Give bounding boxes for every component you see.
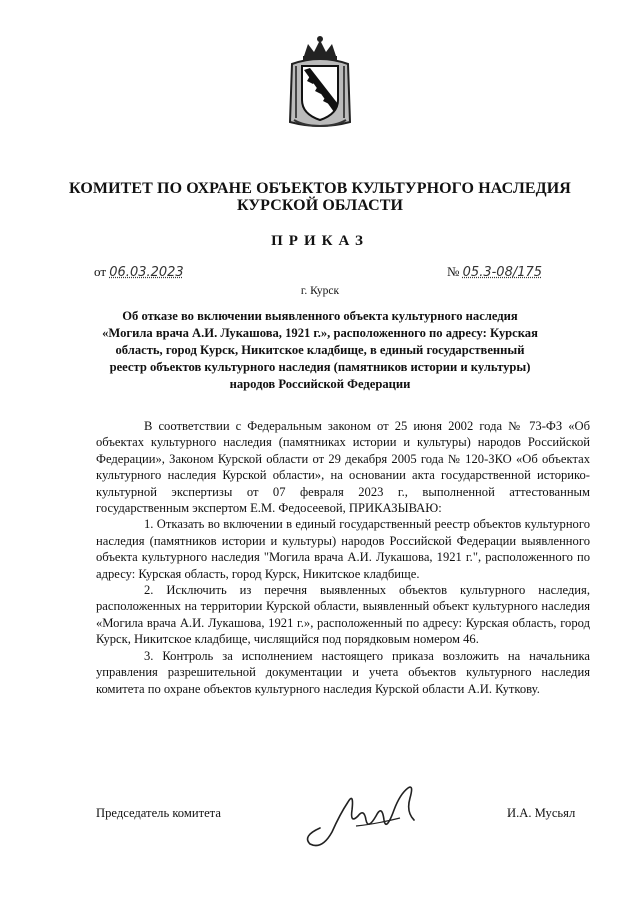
organization-region: КУРСКОЙ ОБЛАСТИ: [236, 197, 404, 214]
organization-name: КОМИТЕТ ПО ОХРАНЕ ОБЪЕКТОВ КУЛЬТУРНОГО НАСЛЕДИЯ: [69, 180, 571, 197]
number-value: 05.3-08/175: [462, 265, 543, 280]
document-date: [94, 264, 184, 280]
document-city: г. Курск: [300, 285, 340, 297]
coat-of-arms-icon: [284, 34, 356, 130]
date-value: 06.03.2023: [109, 265, 184, 280]
order-item-2: 2. Исключить из перечня выявленных объектов культурного наследия, расположенных на территории Курской области, выявленный объект культурного наследия «Могила врача А.И. Лукашова, 1921 г.», расположенный по адресу: Курская область, город Курск, Никитское кладбище, числящийся под порядковым номером 46.: [96, 583, 590, 647]
signature-image: [296, 780, 436, 850]
order-item-1: 1. Отказать во включении в единый государственный реестр объектов культурного наследия (памятников истории и культуры) народов Российской Федерации выявленного объекта культурного наследия "Могила врача А.И. Лукашова, 1921 г.", расположенного по адресу: Курская область, город Курск, Никитское кладбище.: [96, 517, 590, 581]
document-title: Об отказе во включении выявленного объекта культурного наследия «Могила врача А.И. Лукашова, 1921 г.», расположенного по адресу: Курская область, город Курск, Никитское кладбище, в единый государственный реестр объектов культурного наследия (памятников истории и культуры) народов Российской Федерации: [102, 309, 538, 391]
order-item-3: 3. Контроль за исполнением настоящего приказа возложить на начальника управления разрешительной документации и учета объектов культурного наследия комитета по охране объектов культурного наследия Курской области А.И. Куткову.: [96, 648, 590, 696]
document-type: ПРИКАЗ: [271, 233, 369, 249]
preamble-paragraph: В соответствии с Федеральным законом от 25 июня 2002 года № 73-ФЗ «Об объектах культурного наследия (памятниках истории и культуры) народов Российской Федерации», Законом Курской области от 29 декабря 2005 года № 120-ЗКО «Об объектах культурного наследия Курской области», на основании акта государственной историко-культурной экспертизы от 07 февраля 2023 г., выполненной аттестованным государственным экспертом Е.М. Федосеевой, ПРИКАЗЫВАЮ:: [96, 419, 590, 516]
date-prefix: от: [94, 264, 107, 279]
document-body: [96, 418, 590, 697]
number-prefix: №: [447, 264, 460, 279]
signatory-name: И.А. Мусьял: [507, 806, 576, 820]
document-number: [447, 264, 542, 280]
signatory-role: Председатель комитета: [96, 806, 221, 820]
